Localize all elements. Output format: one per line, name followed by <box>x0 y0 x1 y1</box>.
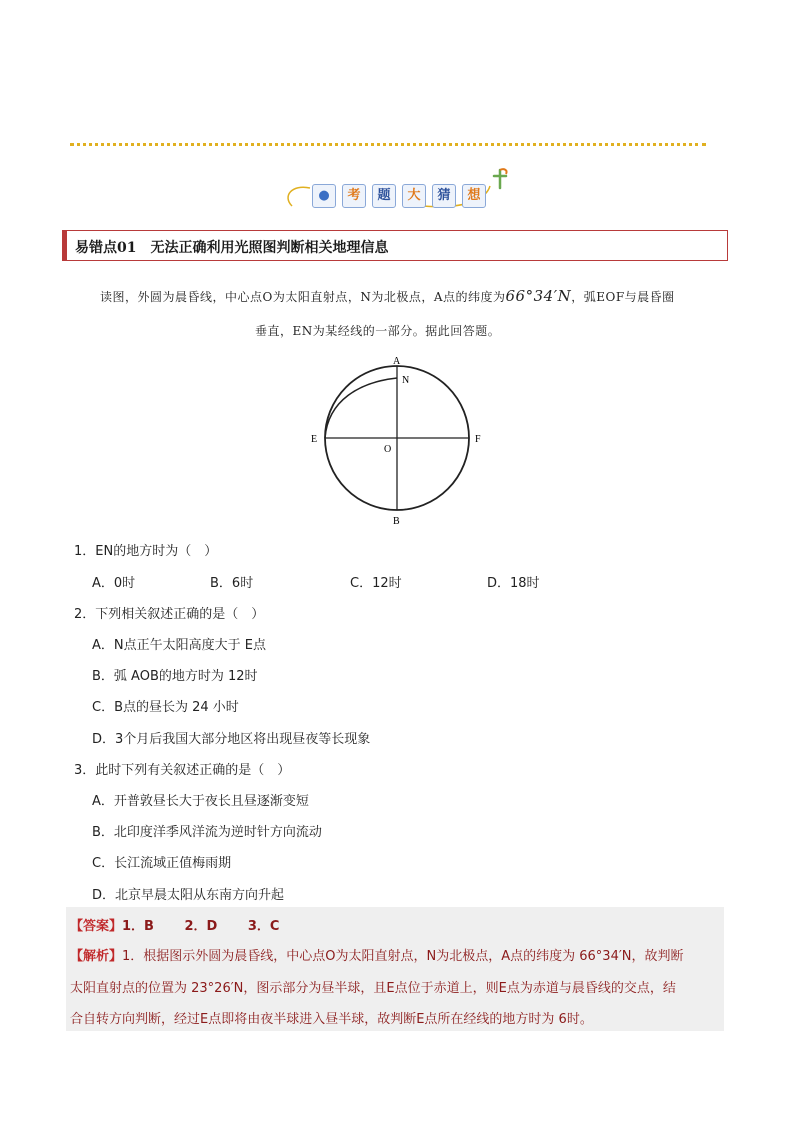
intro-text: ，弧EOF与晨昏圈 <box>571 290 675 304</box>
label-a: A <box>393 356 401 367</box>
sprout-icon <box>494 170 506 188</box>
label-e: E <box>311 434 318 445</box>
intro-line-1 <box>100 287 675 305</box>
label-o: O <box>384 444 392 455</box>
answer-line <box>70 915 279 934</box>
dotted-divider <box>70 143 706 146</box>
analysis-line-3: 合自转方向判断，经过E点即将由夜半球进入昼半球，故判断E点所在经线的地方时为 6时。 <box>70 1012 593 1027</box>
q1-option-b[interactable]: B．6时 <box>210 576 254 591</box>
label-f: F <box>475 434 481 445</box>
q2-option-b[interactable]: B．弧 AOB的地方时为 12时 <box>92 669 258 684</box>
q3-option-d[interactable]: D．北京早晨太阳从东南方向升起 <box>92 888 285 903</box>
question-3: 3．此时下列有关叙述正确的是（ ） <box>74 763 291 778</box>
q1-option-c[interactable]: C．12时 <box>350 576 402 591</box>
latitude-value: 66°34′N <box>505 287 572 305</box>
q2-option-d[interactable]: D．3个月后我国大部分地区将出现昼夜等长现象 <box>92 732 371 747</box>
topic-banner <box>282 166 512 214</box>
analysis-line-1 <box>70 945 684 964</box>
section-title: 易错点01 无法正确利用光照图判断相关地理信息 <box>75 240 389 256</box>
q2-option-c[interactable]: C．B点的昼长为 24 小时 <box>92 700 239 715</box>
label-n: N <box>402 375 410 386</box>
banner-char: 大 <box>402 184 426 208</box>
answer-box <box>66 907 724 1031</box>
q1-option-d[interactable]: D．18时 <box>487 576 540 591</box>
q2-option-a[interactable]: A．N点正午太阳高度大于 E点 <box>92 638 266 653</box>
banner-chars <box>312 184 486 208</box>
analysis-text: 1．根据图示外圆为晨昏线，中心点O为太阳直射点，N为北极点，A点的纬度为 66°34′N，故判断 <box>122 949 684 964</box>
analysis-label: 【解析】 <box>70 949 123 964</box>
circle-icon: ● <box>312 184 336 208</box>
answer-label: 【答案】 <box>70 919 123 934</box>
banner-char: 猜 <box>432 184 456 208</box>
banner-char: 题 <box>372 184 396 208</box>
analysis-line-2: 太阳直射点的位置为 23°26′N，图示部分为昼半球，且E点位于赤道上，则E点为赤道与晨昏线的交点，结 <box>70 981 676 996</box>
q3-option-c[interactable]: C．长江流域正值梅雨期 <box>92 856 232 871</box>
label-b: B <box>393 516 400 527</box>
heading-accent-bar <box>62 230 67 261</box>
question-2: 2．下列相关叙述正确的是（ ） <box>74 607 265 622</box>
answer-value: 1．B 2．D 3．C <box>122 919 280 934</box>
meridian-en <box>325 378 397 438</box>
banner-char: 想 <box>462 184 486 208</box>
section-heading <box>62 230 728 261</box>
question-1: 1．EN的地方时为（ ） <box>74 544 218 559</box>
intro-line-2: 垂直，EN为某经线的一部分。据此回答题。 <box>255 324 501 338</box>
banner-char: 考 <box>342 184 366 208</box>
q1-option-a[interactable]: A．0时 <box>92 576 136 591</box>
intro-text: 读图，外圆为晨昏线，中心点O为太阳直射点，N为北极点，A点的纬度为 <box>100 290 506 304</box>
q3-option-b[interactable]: B．北印度洋季风洋流为逆时针方向流动 <box>92 825 322 840</box>
illumination-diagram <box>300 350 500 530</box>
q3-option-a[interactable]: A．开普敦昼长大于夜长且昼逐渐变短 <box>92 794 309 809</box>
